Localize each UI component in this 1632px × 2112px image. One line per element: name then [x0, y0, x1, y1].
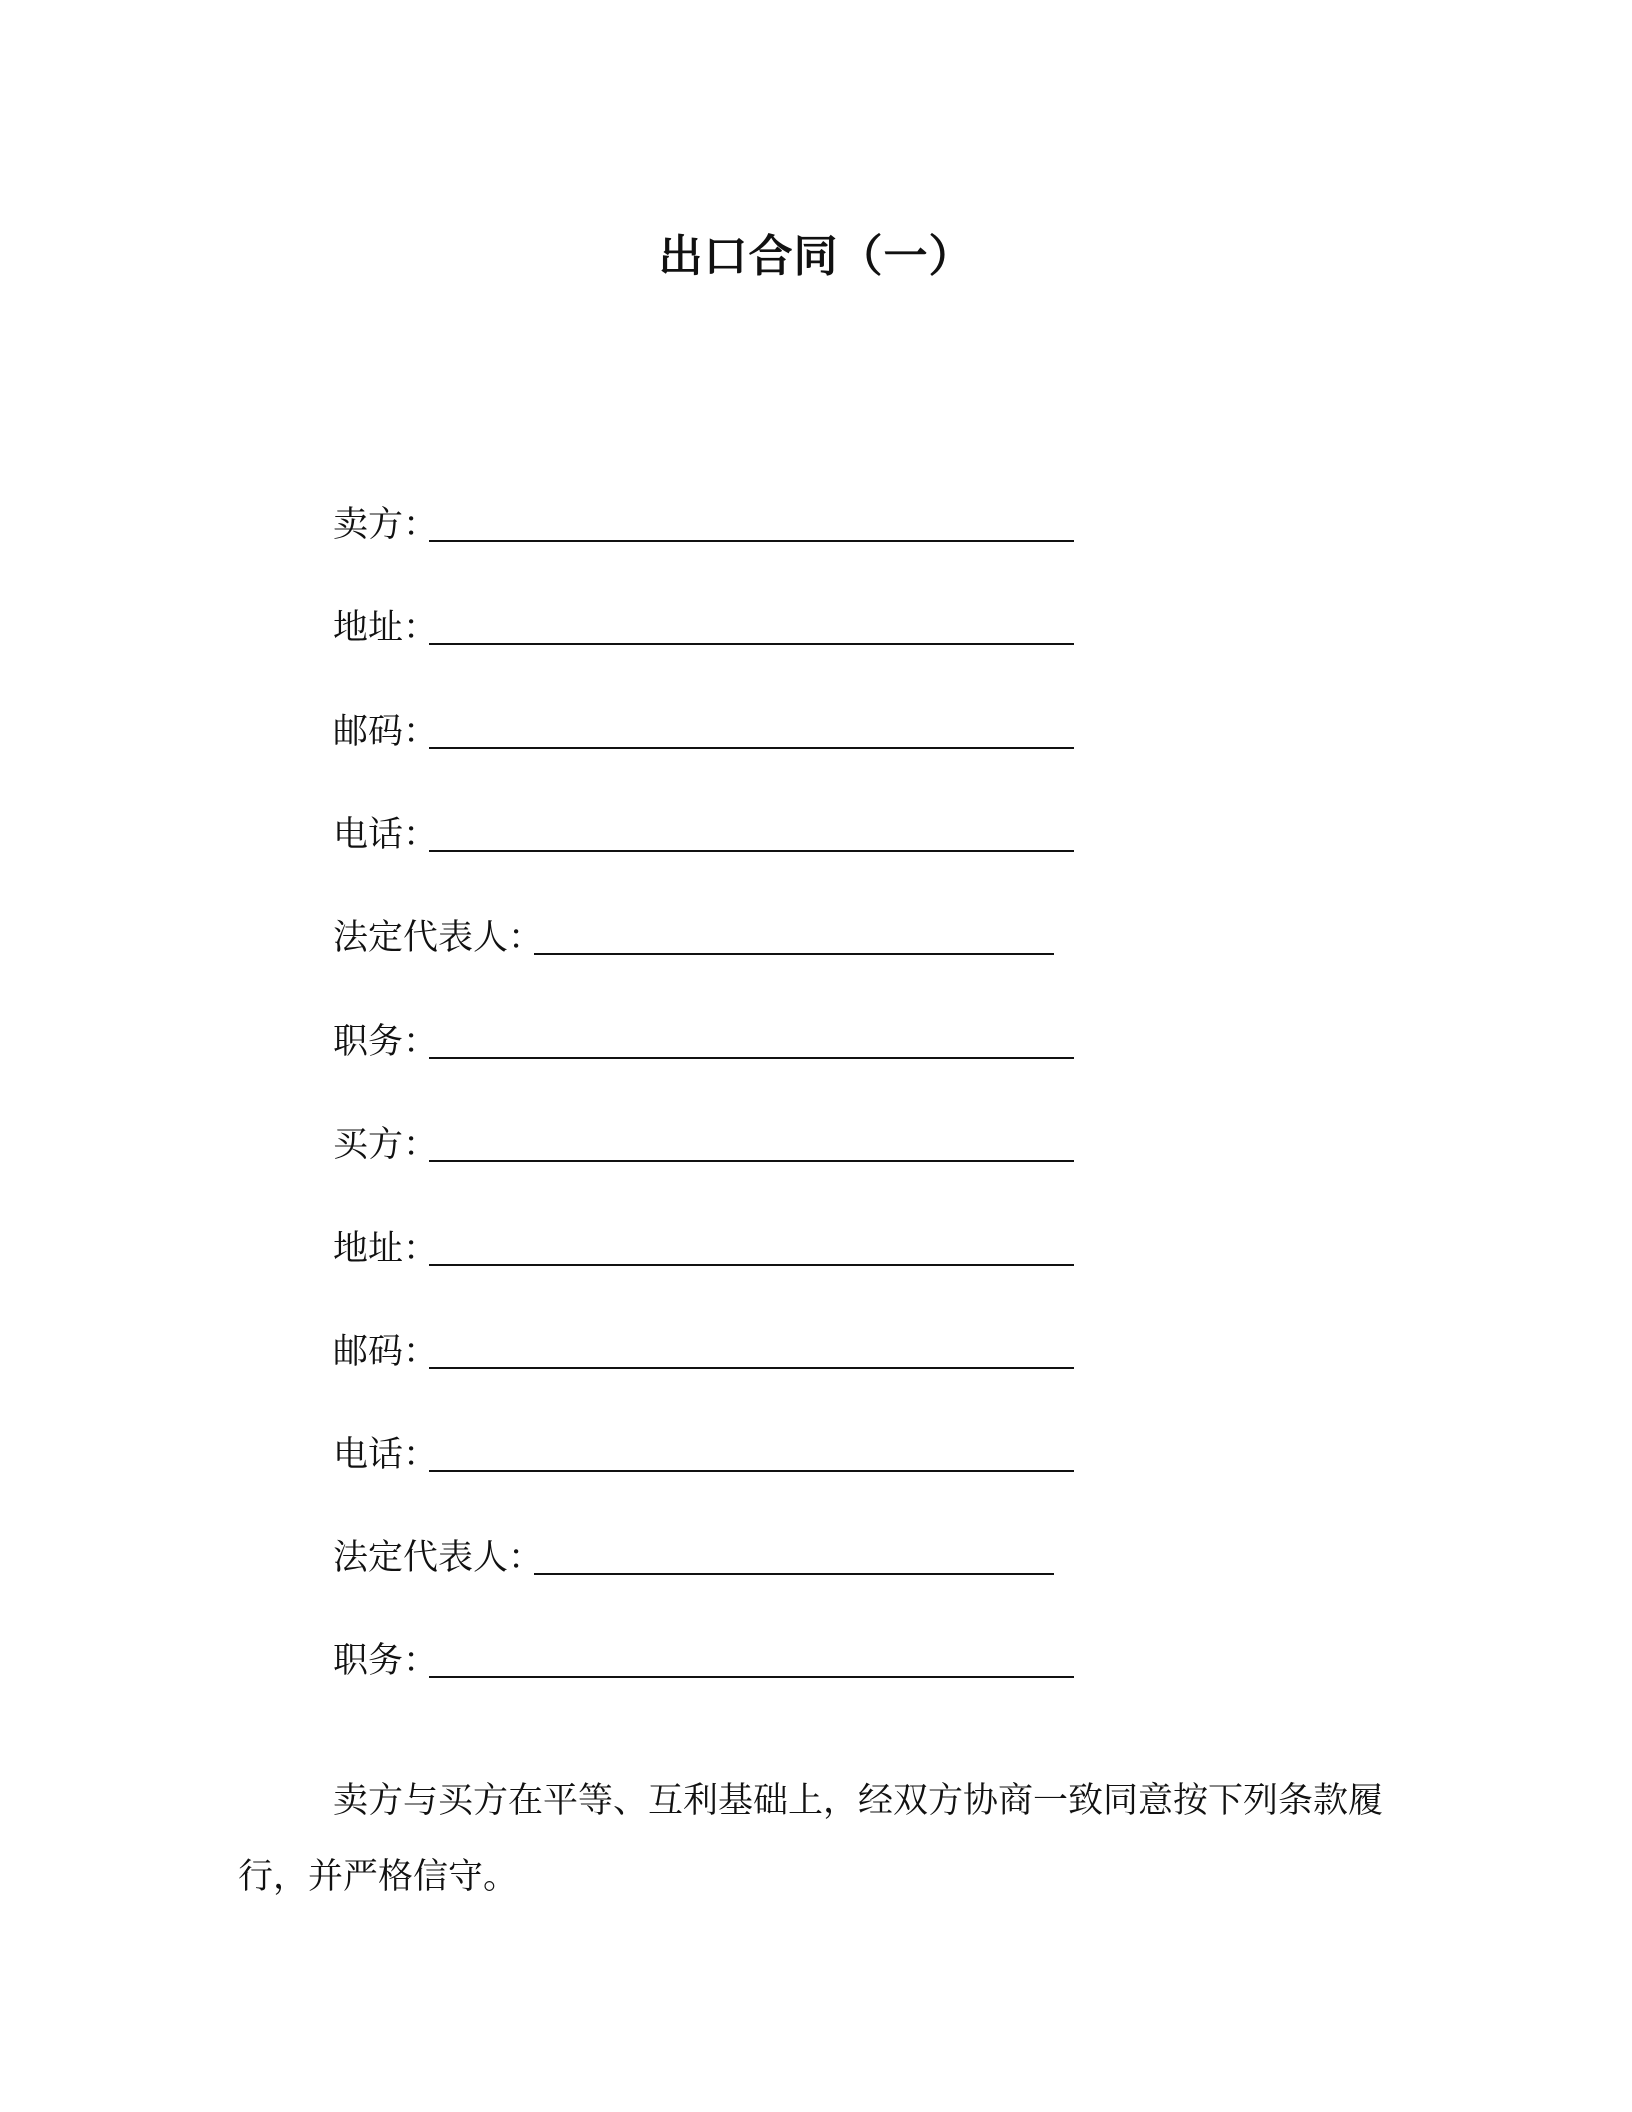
field-colon: ： [403, 1641, 439, 1681]
field-colon: ： [403, 712, 439, 752]
buyer-phone-field [333, 1428, 1074, 1480]
field-label: 邮码 [333, 712, 404, 752]
seller-phone-field [333, 808, 1074, 860]
buyer-address-field [333, 1222, 1074, 1274]
fill-in-blank[interactable] [429, 1331, 1074, 1369]
field-label: 电话 [333, 815, 404, 855]
field-colon: ： [508, 918, 544, 958]
intro-paragraph: 卖方与买方在平等、互利基础上，经双方协商一致同意按下列条款履行，并严格信守。 [238, 1781, 1384, 1897]
fill-in-blank[interactable] [429, 607, 1074, 645]
field-label: 卖方 [333, 505, 404, 545]
fill-in-blank[interactable] [429, 1640, 1074, 1678]
field-colon: ： [403, 1229, 439, 1269]
field-label: 邮码 [333, 1332, 404, 1372]
seller-legal-rep-field [333, 911, 1054, 963]
fill-in-blank[interactable] [534, 1537, 1054, 1575]
page-title: 出口合同（一） [658, 231, 974, 282]
field-colon: ： [403, 1125, 439, 1165]
fill-in-blank[interactable] [429, 1021, 1074, 1059]
fill-in-blank[interactable] [429, 1434, 1074, 1472]
fill-in-blank[interactable] [429, 504, 1074, 542]
seller-postcode-field [333, 705, 1074, 757]
field-label: 职务 [333, 1022, 404, 1062]
field-colon: ： [403, 815, 439, 855]
fill-in-blank[interactable] [429, 711, 1074, 749]
buyer-legal-rep-field [333, 1531, 1054, 1583]
buyer-name-field [333, 1118, 1074, 1170]
buyer-position-field [333, 1634, 1074, 1686]
field-colon: ： [508, 1538, 544, 1578]
field-label: 买方 [333, 1125, 404, 1165]
field-label: 电话 [333, 1435, 404, 1475]
field-colon: ： [403, 608, 439, 648]
field-label: 法定代表人 [333, 918, 509, 958]
seller-address-field [333, 601, 1074, 653]
fill-in-blank[interactable] [429, 1124, 1074, 1162]
seller-position-field [333, 1015, 1074, 1067]
buyer-postcode-field [333, 1325, 1074, 1377]
field-label: 地址 [333, 1229, 404, 1269]
field-label: 法定代表人 [333, 1538, 509, 1578]
field-colon: ： [403, 1022, 439, 1062]
field-colon: ： [403, 1332, 439, 1372]
field-label: 地址 [333, 608, 404, 648]
field-colon: ： [403, 505, 439, 545]
field-label: 职务 [333, 1641, 404, 1681]
fill-in-blank[interactable] [429, 1228, 1074, 1266]
field-colon: ： [403, 1435, 439, 1475]
seller-name-field [333, 498, 1074, 550]
fill-in-blank[interactable] [429, 814, 1074, 852]
fill-in-blank[interactable] [534, 917, 1054, 955]
